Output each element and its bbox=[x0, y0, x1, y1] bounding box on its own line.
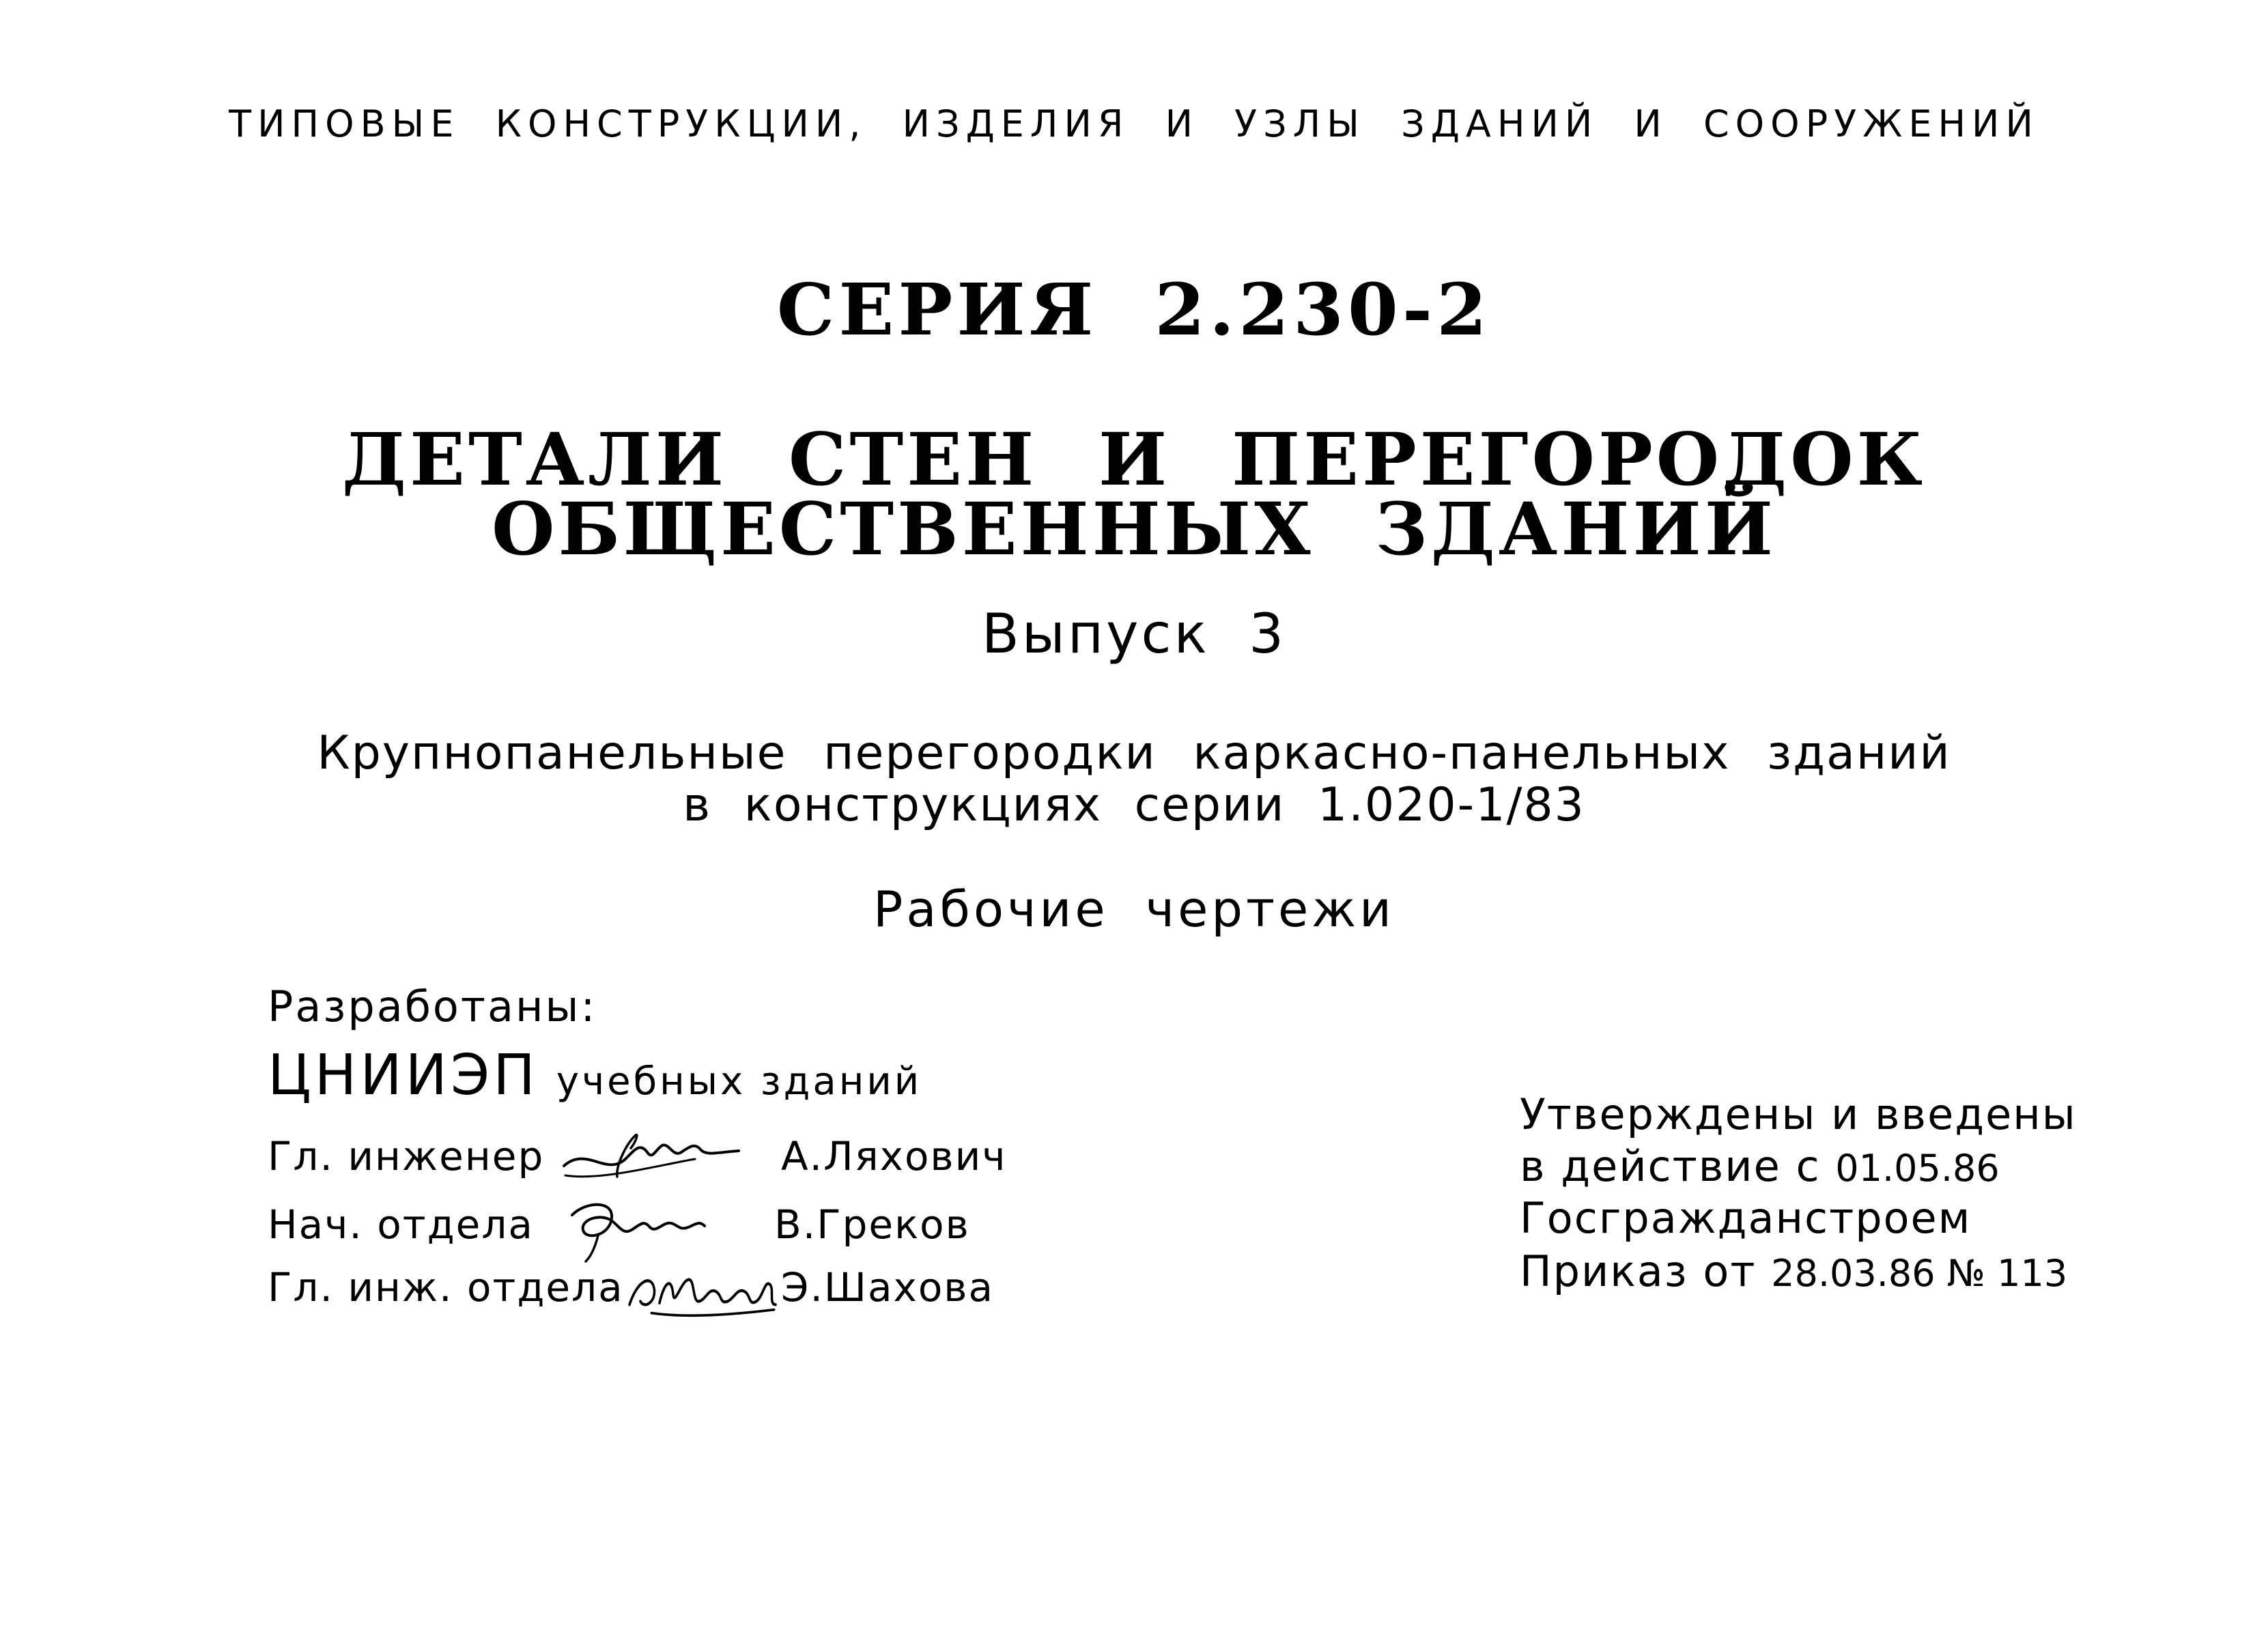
signatory-row bbox=[268, 1264, 1019, 1319]
signatory-row bbox=[268, 1133, 1019, 1188]
approval-effective-date: 01.05.86 bbox=[1835, 1147, 2000, 1190]
signatory-role: Нач. отдела bbox=[268, 1201, 534, 1248]
signatory-role: Гл. инженер bbox=[268, 1133, 545, 1179]
approval-order-reference: 28.03.86 № 113 bbox=[1771, 1252, 2068, 1295]
subtitle-line-2: в конструкциях серии 1.020-1/83 bbox=[683, 778, 1585, 832]
approval-line-2 bbox=[1520, 1141, 2000, 1191]
developed-by-label: Разработаны: bbox=[268, 982, 597, 1031]
developer-organization bbox=[268, 1043, 922, 1108]
signatory-row bbox=[268, 1201, 1019, 1256]
signatory-name: А.Ляхович bbox=[781, 1133, 1007, 1179]
main-title-line-1: ДЕТАЛИ СТЕН И ПЕРЕГОРОДОК bbox=[341, 416, 1927, 502]
handwritten-signature bbox=[560, 1118, 744, 1193]
issue-number: Выпуск 3 bbox=[981, 602, 1287, 666]
series-title: СЕРИЯ 2.230-2 bbox=[776, 268, 1492, 352]
subtitle-line-1: Крупнопанельные перегородки каркасно-панельных зданий bbox=[317, 726, 1951, 780]
header-line: ТИПОВЫЕ КОНСТРУКЦИИ, ИЗДЕЛИЯ И УЗЛЫ ЗДАНИЙ И СООРУЖЕНИЙ bbox=[229, 102, 2039, 145]
signatory-name: В.Греков bbox=[774, 1201, 970, 1248]
developer-org-rest: учебных зданий bbox=[556, 1059, 922, 1104]
approval-effective-text: в действие с bbox=[1520, 1141, 1821, 1191]
approval-line-1: Утверждены и введены bbox=[1520, 1089, 2077, 1139]
signatory-name: Э.Шахова bbox=[781, 1264, 995, 1311]
signatory-role: Гл. инж. отдела bbox=[268, 1264, 624, 1311]
approval-order-text: Приказ от bbox=[1520, 1246, 1757, 1296]
main-title-line-2: ОБЩЕСТВЕННЫХ ЗДАНИЙ bbox=[492, 486, 1776, 571]
approval-line-4 bbox=[1520, 1246, 2067, 1296]
approval-authority: Госгражданстроем bbox=[1520, 1193, 1972, 1243]
developer-org-name: ЦНИИЭП bbox=[268, 1043, 539, 1108]
handwritten-signature bbox=[558, 1188, 729, 1263]
drawings-type: Рабочие чертежи bbox=[873, 881, 1395, 938]
handwritten-signature bbox=[624, 1255, 781, 1330]
